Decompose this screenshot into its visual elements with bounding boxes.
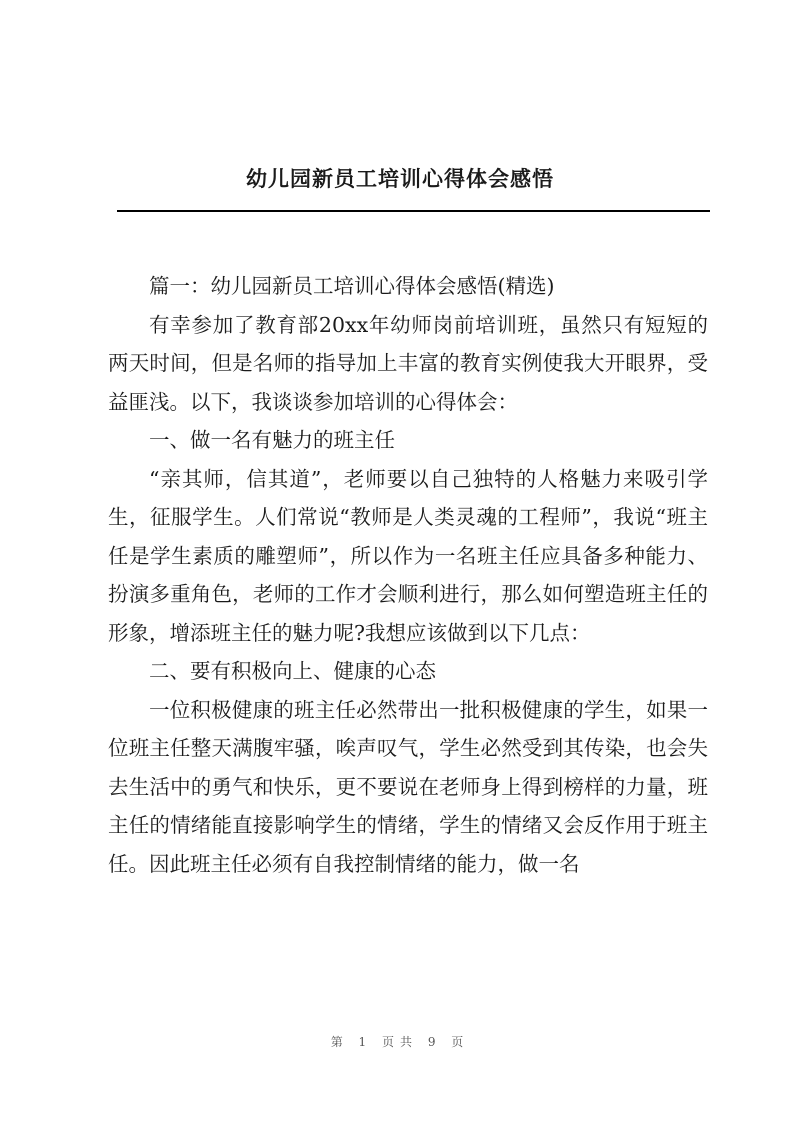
- paragraph-attitude: 一位积极健康的班主任必然带出一批积极健康的学生，如果一位班主任整天满腹牢骚，唉声叹气，学生必然受到其传染，也会失去生活中的勇气和快乐，更不要说在老师身上得到榜样的力量，班主任的情绪能直接影响学生的情绪，学生的情绪又会反作用于班主任。因此班主任必须有自我控制情绪的能力，做一名: [108, 697, 708, 876]
- section-heading-one: 一、做一名有魅力的班主任: [149, 428, 395, 452]
- document-body: [108, 267, 708, 883]
- paragraph-charisma: “亲其师，信其道”，老师要以自己独特的人格魅力来吸引学生，征服学生。人们常说“教师是人类灵魂的工程师”，我说“班主任是学生素质的雕塑师”，所以作为一名班主任应具备多种能力、扮演多重角色，老师的工作才会顺利进行，那么如何塑造班主任的形象，增添班主任的魅力呢?我想应该做到以下几点：: [108, 466, 708, 645]
- page-title: 幼儿园新员工培训心得体会感悟: [246, 167, 554, 191]
- title-divider: [117, 210, 710, 212]
- paragraph-intro: 有幸参加了教育部20xx年幼师岗前培训班，虽然只有短短的两天时间，但是名师的指导加上丰富的教育实例使我大开眼界，受益匪浅。以下，我谈谈参加培训的心得体会：: [108, 312, 708, 414]
- section-heading-two: 二、要有积极向上、健康的心态: [149, 659, 436, 683]
- paragraph-heading-part-one: 篇一：幼儿园新员工培训心得体会感悟(精选): [149, 274, 555, 298]
- page-footer: 第 1 页共 9 页: [330, 1035, 470, 1049]
